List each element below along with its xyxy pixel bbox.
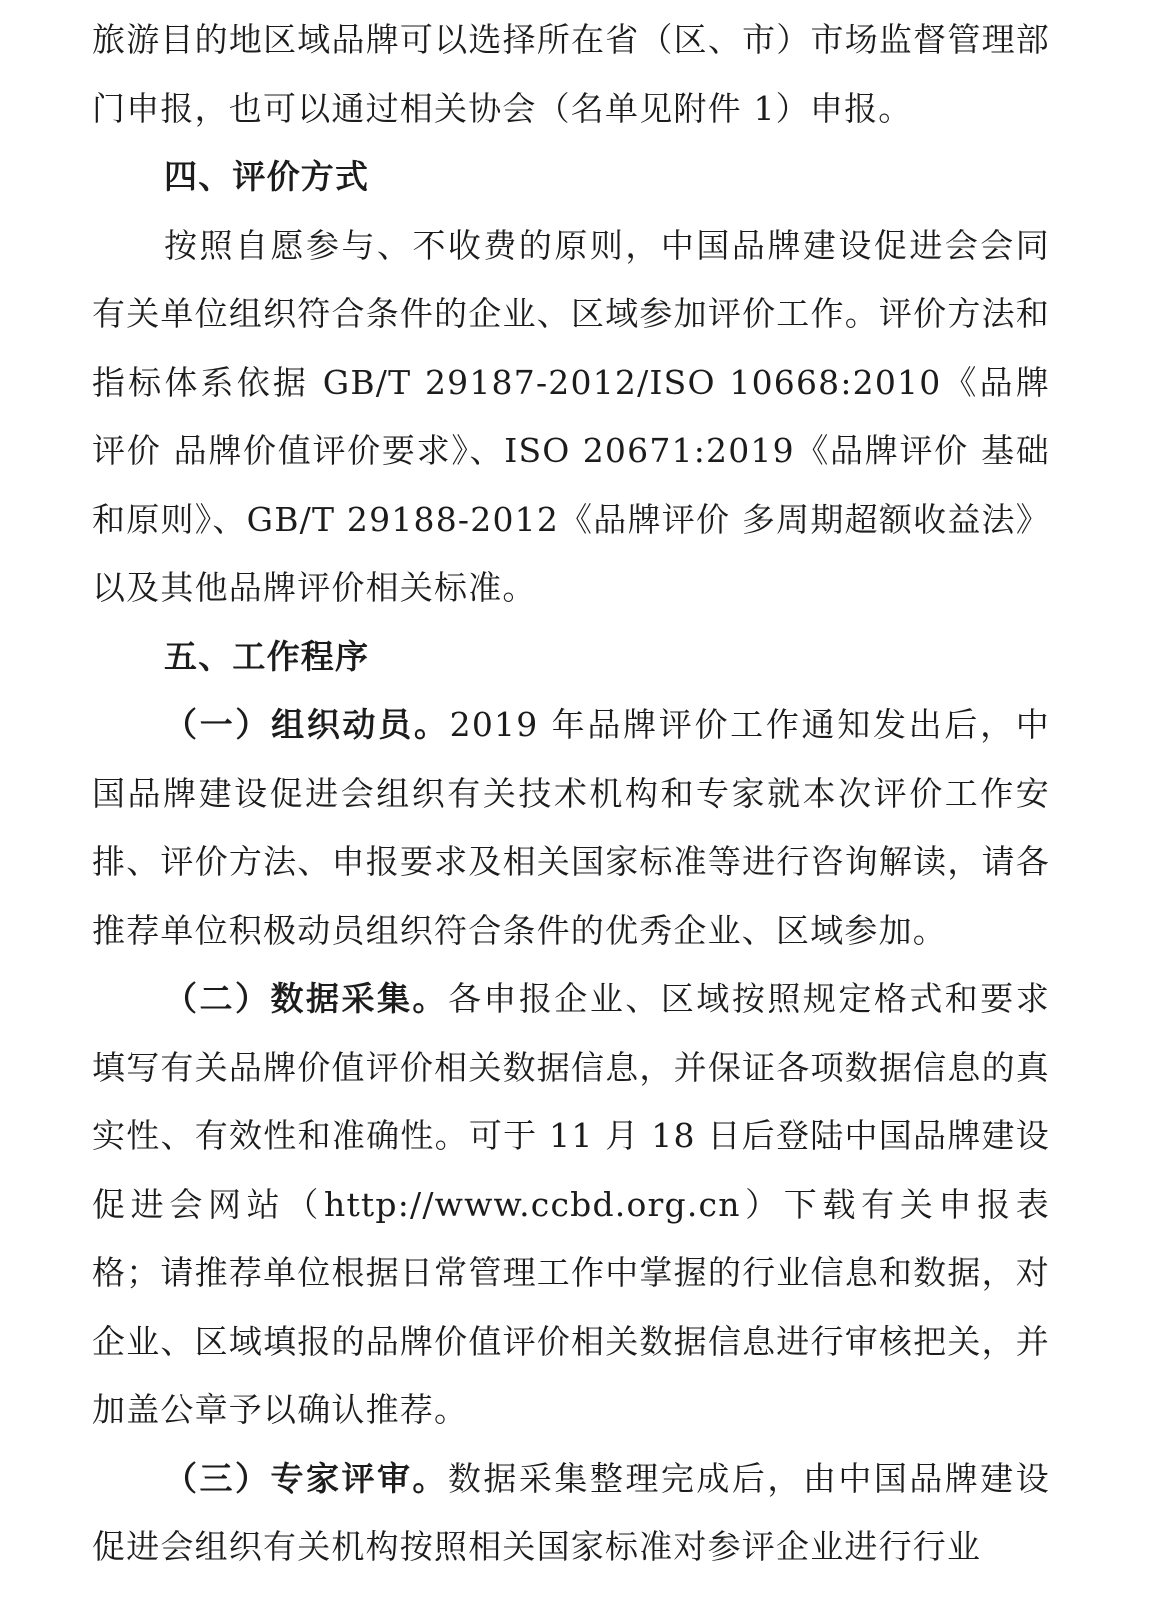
document-body (92, 6, 1050, 1582)
procedure-item-mobilization (92, 691, 1050, 965)
procedure-item-expert-review (92, 1445, 1050, 1582)
procedure-item-text: 数据采集整理完成后，由中国品牌建设促进会组织有关机构按照相关国家标准对参评企业进行行业 (92, 1458, 1050, 1566)
procedure-item-title: （一）组织动员。 (164, 705, 450, 744)
intro-paragraph: 旅游目的地区域品牌可以选择所在省（区、市）市场监督管理部门申报，也可以通过相关协会（名单见附件 1）申报。 (92, 20, 1050, 128)
procedure-item-title: （二）数据采集。 (164, 979, 448, 1018)
procedure-item-title: （三）专家评审。 (164, 1458, 448, 1498)
procedure-item-text: 2019 年品牌评价工作通知发出后，中国品牌建设促进会组织有关技术机构和专家就本次评价工作安排、评价方法、申报要求及相关国家标准等进行咨询解读，请各推荐单位积极动员组织符合条件的优秀企业、区域参加。 (92, 705, 1050, 950)
procedure-item-text: 各申报企业、区域按照规定格式和要求填写有关品牌价值评价相关数据信息，并保证各项数据信息的真实性、有效性和准确性。可于 11 月 18 日后登陆中国品牌建设促进会网站（http://www.ccbd.org.cn）下载有关申报表格；请推荐单位根据日常管理工作中掌握的行业信息和数据，对企业、区域填报的品牌价值评价相关数据信息进行审核把关，并加盖公章予以确认推荐。 (92, 979, 1050, 1429)
section-heading-work-procedure: 五、工作程序 (164, 636, 370, 676)
procedure-item-data-collection (92, 965, 1050, 1445)
evaluation-method-paragraph: 按照自愿参与、不收费的原则，中国品牌建设促进会会同有关单位组织符合条件的企业、区域参加评价工作。评价方法和指标体系依据 GB/T 29187-2012/ISO 10668:2010《品牌评价 品牌价值评价要求》、ISO 20671:2019《品牌评价 基础和原则》、GB/T 29188-2012《品牌评价 多周期超额收益法》以及其他品牌评价相关标准。 (92, 225, 1050, 607)
section-heading-evaluation-method: 四、评价方式 (164, 157, 370, 196)
